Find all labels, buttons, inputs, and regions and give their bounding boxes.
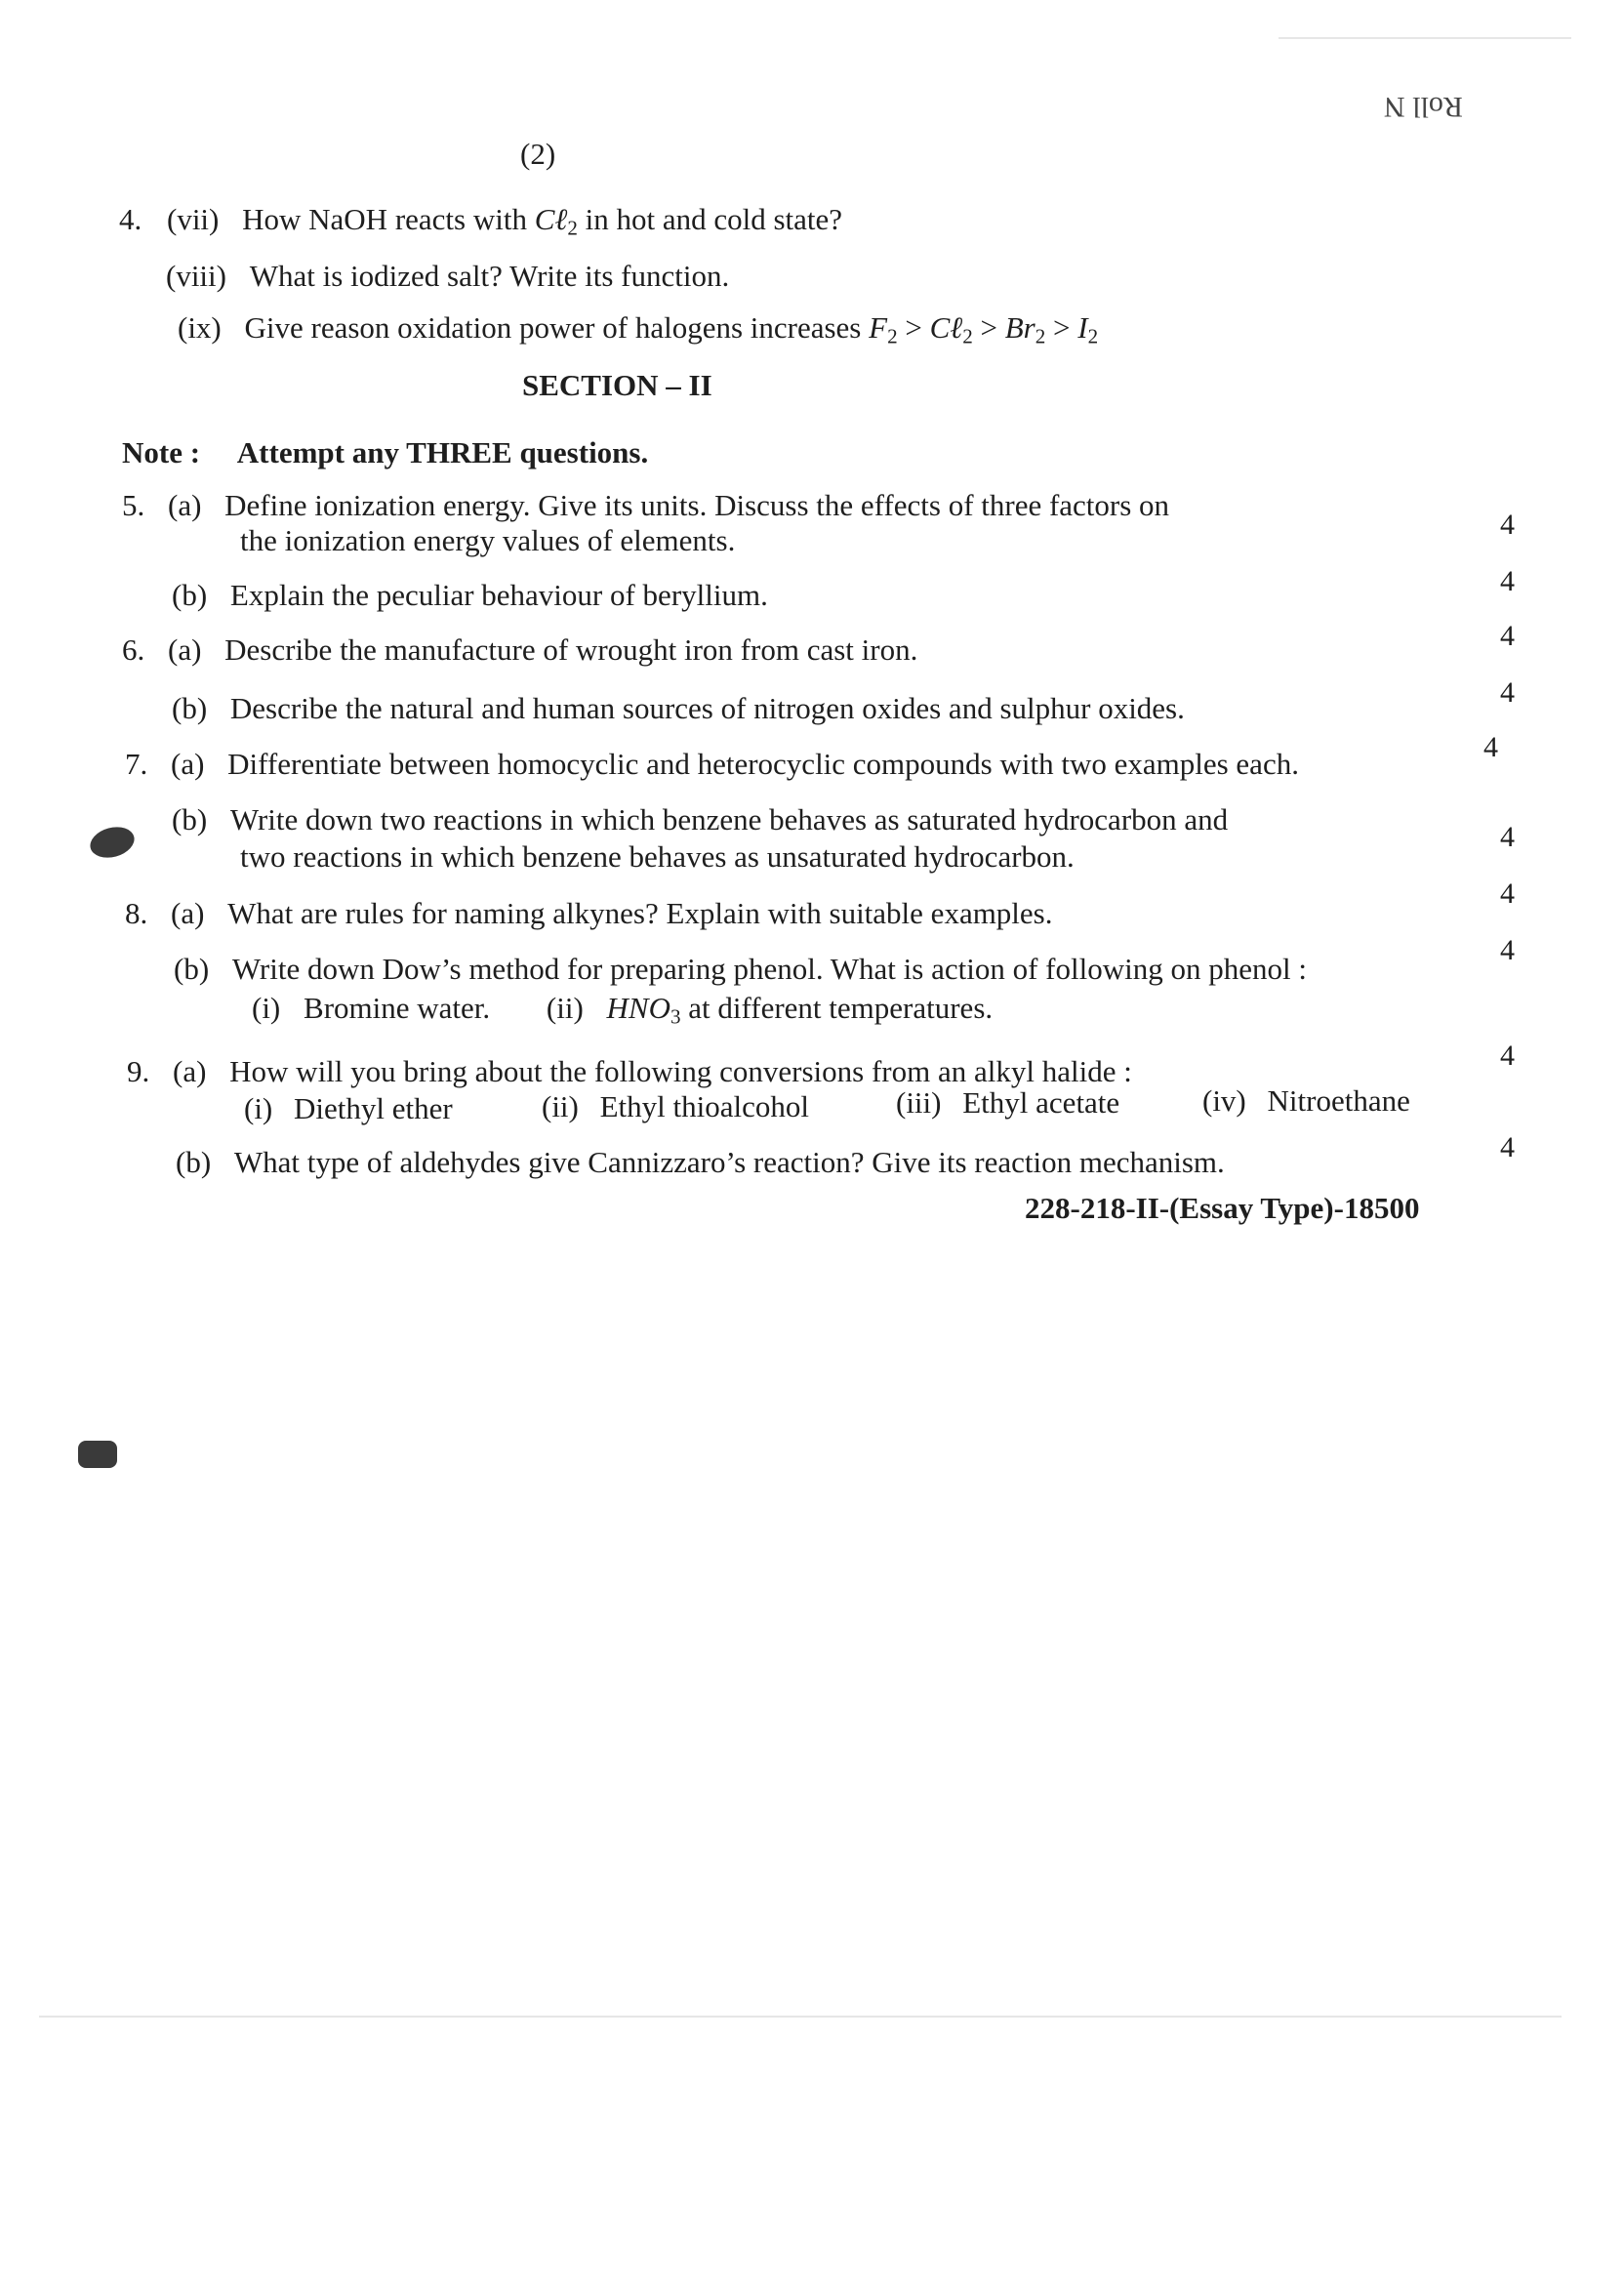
q5-b bbox=[172, 578, 768, 613]
sub-label: (b) bbox=[176, 1145, 212, 1179]
question-text: Describe the manufacture of wrought iron from cast iron. bbox=[224, 632, 918, 667]
sub-label: (ix) bbox=[178, 310, 222, 345]
marks: 4 bbox=[1500, 1131, 1515, 1163]
question-text: Write down two reactions in which benzene behaves as saturated hydrocarbon and bbox=[229, 802, 1229, 836]
sub-label: (a) bbox=[173, 1054, 207, 1088]
q9-a-item bbox=[244, 1091, 453, 1126]
question-text: Describe the natural and human sources of nitrogen oxides and sulphur oxides. bbox=[229, 691, 1185, 725]
question-number: 5. bbox=[122, 488, 145, 522]
question-text: Diethyl ether bbox=[294, 1091, 453, 1125]
marks: 4 bbox=[1500, 934, 1515, 966]
chem-symbol: Cℓ bbox=[534, 202, 568, 236]
q7-a bbox=[125, 747, 1299, 782]
chem-symbol: Cℓ bbox=[929, 310, 963, 345]
q5-a bbox=[122, 488, 1169, 523]
sub-label: (b) bbox=[172, 691, 208, 725]
subscript: 2 bbox=[567, 216, 578, 240]
q9-b bbox=[176, 1145, 1225, 1180]
sub-label: (b) bbox=[172, 578, 208, 612]
question-text: What is iodized salt? Write its function. bbox=[249, 259, 730, 293]
marks: 4 bbox=[1500, 1040, 1515, 1072]
chem-symbol: HNO bbox=[606, 991, 670, 1025]
q9-a-item bbox=[542, 1089, 809, 1124]
sub-label: (b) bbox=[174, 952, 210, 986]
sub-label: (iv) bbox=[1202, 1083, 1246, 1118]
sub-label: (a) bbox=[168, 488, 202, 522]
paper-code: 228-218-II-(Essay Type)-18500 bbox=[1025, 1191, 1420, 1225]
operator: > bbox=[972, 310, 1005, 345]
question-number: 7. bbox=[125, 747, 148, 781]
question-text: Write down Dow’s method for preparing phenol. What is action of following on phenol : bbox=[231, 952, 1307, 986]
question-text: at different temperatures. bbox=[680, 991, 994, 1025]
operator: > bbox=[1045, 310, 1078, 345]
q4-vii bbox=[119, 202, 843, 240]
operator: > bbox=[897, 310, 930, 345]
question-number: 8. bbox=[125, 896, 148, 930]
sub-label: (b) bbox=[172, 802, 208, 836]
question-number: 4. bbox=[119, 202, 142, 236]
question-text: How will you bring about the following conversions from an alkyl halide : bbox=[229, 1054, 1132, 1088]
note bbox=[122, 435, 648, 470]
sub-label: (ii) bbox=[546, 991, 584, 1025]
question-text: in hot and cold state? bbox=[577, 202, 843, 236]
q4-viii bbox=[166, 259, 729, 294]
sub-label: (a) bbox=[171, 747, 205, 781]
scan-line bbox=[39, 2016, 1562, 2018]
page-number: (2) bbox=[520, 137, 556, 171]
q9-a-item bbox=[1202, 1083, 1410, 1119]
sub-label: (i) bbox=[252, 991, 281, 1025]
q6-a bbox=[122, 632, 917, 668]
subscript: 3 bbox=[670, 1004, 681, 1029]
q6-b bbox=[172, 691, 1185, 726]
marks: 4 bbox=[1500, 565, 1515, 597]
marks: 4 bbox=[1500, 620, 1515, 652]
ink-smudge bbox=[78, 1441, 117, 1468]
sub-label: (a) bbox=[168, 632, 202, 667]
q5-a-line2: the ionization energy values of elements. bbox=[240, 523, 736, 557]
scan-line bbox=[1279, 37, 1571, 39]
question-text: Ethyl thioalcohol bbox=[599, 1089, 810, 1123]
sub-label: (vii) bbox=[167, 202, 220, 236]
q7-b bbox=[172, 802, 1228, 837]
note-text: Attempt any THREE questions. bbox=[236, 435, 649, 469]
question-number: 9. bbox=[127, 1054, 150, 1088]
subscript: 2 bbox=[887, 324, 898, 348]
q8-a bbox=[125, 896, 1053, 931]
subscript: 2 bbox=[1087, 324, 1099, 348]
question-number: 6. bbox=[122, 632, 145, 667]
question-text: Ethyl acetate bbox=[962, 1085, 1120, 1120]
marks: 4 bbox=[1500, 509, 1515, 541]
roll-number-label: Roll N bbox=[1384, 91, 1463, 123]
chem-symbol: F bbox=[869, 310, 888, 345]
section-title: SECTION – II bbox=[522, 368, 712, 402]
q8-b-line2 bbox=[252, 991, 994, 1029]
marks: 4 bbox=[1500, 676, 1515, 709]
marks: 4 bbox=[1483, 731, 1498, 763]
question-text: How NaOH reacts with bbox=[242, 202, 535, 236]
sub-label: (ii) bbox=[542, 1089, 579, 1123]
question-text: Bromine water. bbox=[304, 991, 491, 1025]
sub-label: (a) bbox=[171, 896, 205, 930]
q8-b bbox=[174, 952, 1307, 987]
question-text: Define ionization energy. Give its units. Discuss the effects of three factors on bbox=[224, 488, 1170, 522]
question-text: Differentiate between homocyclic and heterocyclic compounds with two examples each. bbox=[227, 747, 1299, 781]
sub-label: (viii) bbox=[166, 259, 226, 293]
marks: 4 bbox=[1500, 877, 1515, 910]
chem-symbol: Br bbox=[1004, 310, 1035, 345]
question-text: Give reason oxidation power of halogens increases bbox=[244, 310, 870, 345]
question-text: What are rules for naming alkynes? Explain with suitable examples. bbox=[227, 896, 1053, 930]
q9-a-item bbox=[896, 1085, 1119, 1121]
sub-label: (i) bbox=[244, 1091, 273, 1125]
marks: 4 bbox=[1500, 821, 1515, 853]
sub-label: (iii) bbox=[896, 1085, 942, 1120]
subscript: 2 bbox=[962, 324, 973, 348]
ink-smudge bbox=[87, 823, 138, 863]
question-text: Nitroethane bbox=[1267, 1083, 1410, 1118]
question-text: What type of aldehydes give Cannizzaro’s reaction? Give its reaction mechanism. bbox=[233, 1145, 1225, 1179]
q9-a bbox=[127, 1054, 1132, 1089]
chem-symbol: I bbox=[1077, 310, 1088, 345]
q7-b-line2: two reactions in which benzene behaves as unsaturated hydrocarbon. bbox=[240, 839, 1075, 874]
question-text: Explain the peculiar behaviour of beryllium. bbox=[229, 578, 768, 612]
note-label: Note : bbox=[122, 435, 201, 469]
q4-ix bbox=[178, 310, 1098, 346]
subscript: 2 bbox=[1035, 324, 1046, 348]
